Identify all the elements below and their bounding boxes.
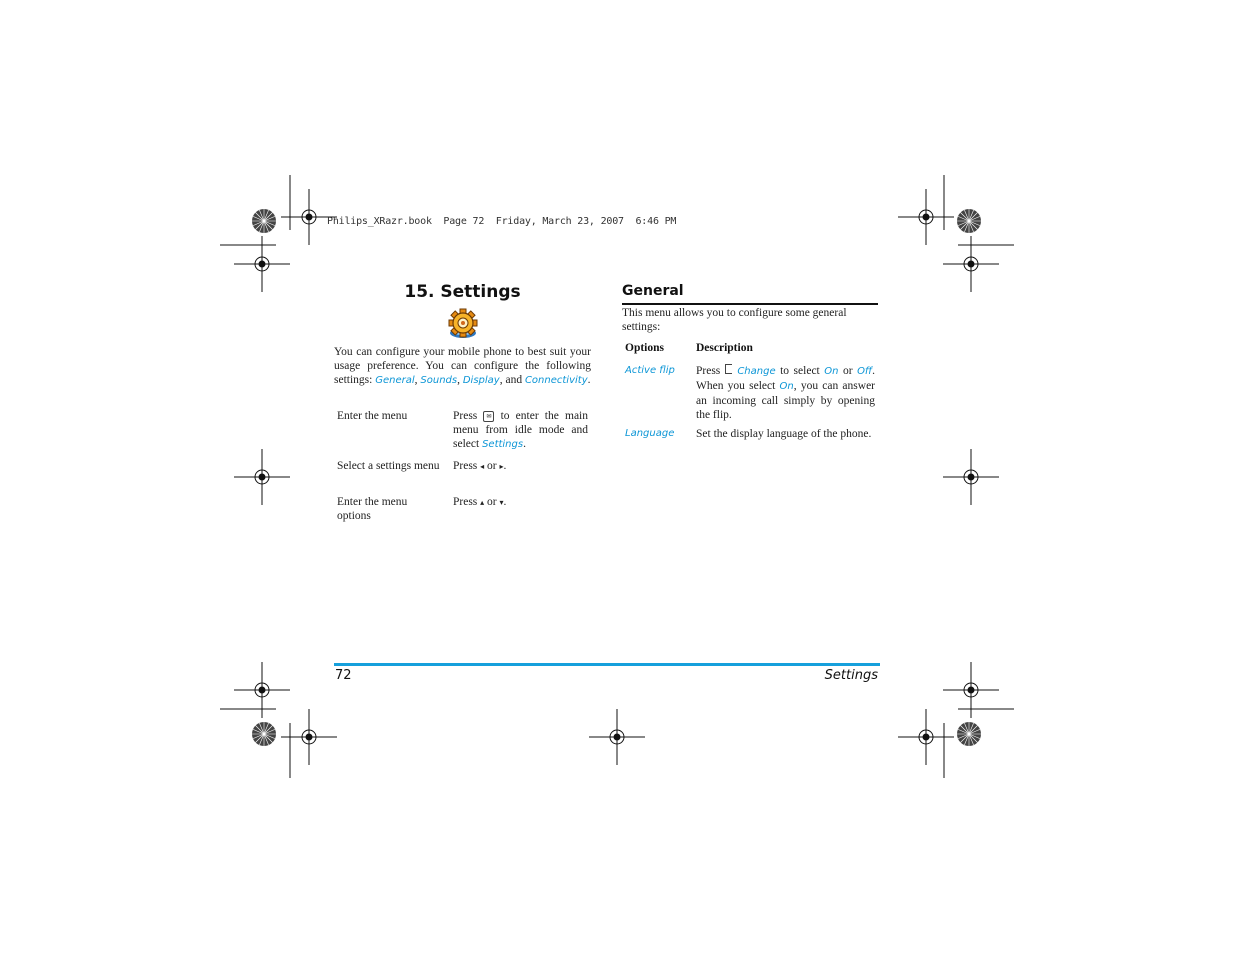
left-arrow-icon: ◂ bbox=[480, 462, 485, 471]
link-display: Display bbox=[462, 375, 500, 386]
down-arrow-icon: ▾ bbox=[499, 498, 504, 507]
print-slug: Philips_XRazr.book Page 72 Friday, March 23, 2007 6:46 PM bbox=[327, 216, 677, 227]
section-heading-general: General bbox=[622, 283, 684, 299]
ok-key-icon: ✉ bbox=[483, 411, 494, 422]
option-language-description: Set the display language of the phone. bbox=[696, 428, 872, 440]
nav-description: Press ◂ or ▸. bbox=[453, 460, 507, 472]
section-rule bbox=[622, 303, 878, 305]
link-general: General bbox=[375, 375, 415, 386]
page-number: 72 bbox=[335, 668, 352, 683]
up-arrow-icon: ▴ bbox=[480, 498, 485, 507]
column-header-options: Options bbox=[625, 342, 664, 354]
nav-description: Press ▴ or ▾. bbox=[453, 496, 507, 508]
nav-action: Select a settings menu bbox=[337, 460, 440, 472]
nav-action: Enter the menu bbox=[337, 410, 408, 422]
left-softkey-icon bbox=[725, 364, 732, 374]
running-footer: Settings bbox=[824, 668, 878, 683]
link-sounds: Sounds bbox=[420, 375, 458, 386]
option-language: Language bbox=[625, 428, 675, 439]
footer-rule bbox=[334, 663, 880, 666]
option-active-flip-description: Press Change to select On or Off. When you select On, you can answer an incoming call simply by opening the flip. bbox=[696, 365, 876, 421]
chapter-title: 15. Settings bbox=[404, 282, 521, 302]
section-intro: This menu allows you to configure some general settings: bbox=[622, 307, 847, 333]
settings-gear-icon bbox=[446, 306, 480, 340]
link-connectivity: Connectivity bbox=[524, 375, 588, 386]
column-header-description: Description bbox=[696, 342, 753, 354]
nav-action: Enter the menu options bbox=[337, 496, 408, 522]
chapter-intro: You can configure your mobile phone to best suit your usage preference. You can configure the following settings: General, Sounds, Display, and Connectivity. bbox=[334, 346, 591, 386]
nav-description: Press ✉ to enter the main menu from idle mode and select Settings. bbox=[453, 410, 588, 450]
option-active-flip: Active flip bbox=[625, 365, 675, 376]
right-arrow-icon: ▸ bbox=[499, 462, 504, 471]
